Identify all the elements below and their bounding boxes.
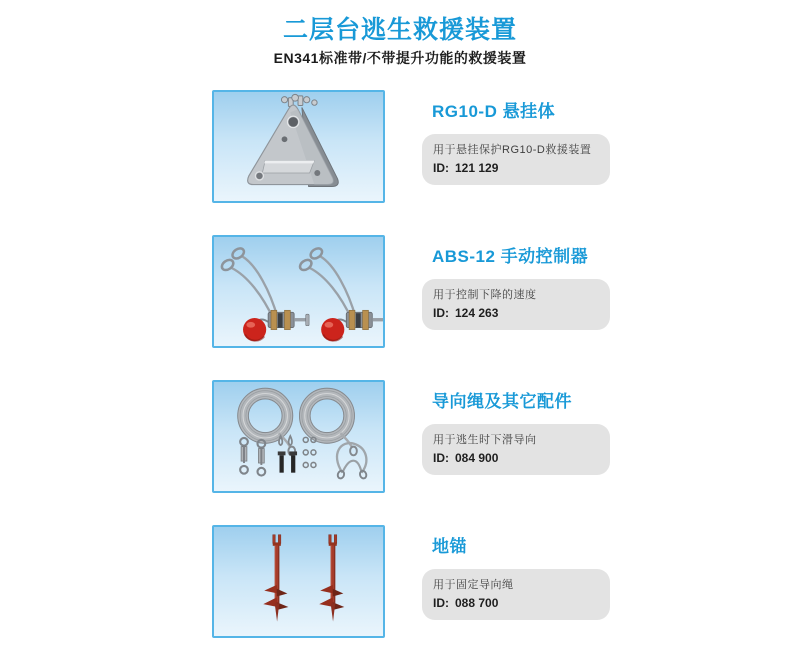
product-title: RG10-D 悬挂体 <box>432 102 556 121</box>
ground-anchors-image <box>214 527 383 636</box>
product-image-box <box>212 525 385 638</box>
product-id-value: 121 129 <box>455 161 499 175</box>
page-subtitle: EN341标准带/不带提升功能的救援装置 <box>273 50 527 66</box>
page-title: 二层台逃生救援装置 <box>282 16 517 44</box>
product-id-label: ID: <box>433 306 449 320</box>
manual-descent-controllers-image <box>214 237 383 346</box>
product-id-label: ID: <box>433 596 449 610</box>
guide-rope-kit-image <box>214 382 383 491</box>
product-desc-box <box>422 569 610 620</box>
product-info <box>422 380 610 475</box>
product-id <box>433 449 599 467</box>
product-title: ABS-12 手动控制器 <box>432 247 589 266</box>
product-id <box>433 594 599 612</box>
product-title: 地锚 <box>432 537 467 556</box>
product-id-label: ID: <box>433 451 449 465</box>
product-id <box>433 304 599 322</box>
product-id-value: 084 900 <box>455 451 499 465</box>
product-image-box <box>212 235 385 348</box>
product-row <box>212 525 800 638</box>
page-header <box>0 0 800 67</box>
product-desc-box <box>422 279 610 330</box>
product-list <box>212 90 800 638</box>
product-desc-box <box>422 134 610 185</box>
product-id-value: 124 263 <box>455 306 499 320</box>
product-id-label: ID: <box>433 161 449 175</box>
product-info <box>422 90 610 185</box>
product-image-box <box>212 380 385 493</box>
product-description: 用于控制下降的速度 <box>433 289 537 301</box>
product-description: 用于固定导向绳 <box>433 579 514 591</box>
product-row <box>212 90 800 203</box>
product-description: 用于逃生时下滑导向 <box>433 434 537 446</box>
triangular-suspension-plate-image <box>214 92 383 201</box>
product-info <box>422 235 610 330</box>
product-description: 用于悬挂保护RG10-D救援装置 <box>433 144 592 156</box>
product-row <box>212 235 800 348</box>
product-id-value: 088 700 <box>455 596 499 610</box>
product-info <box>422 525 610 620</box>
product-row <box>212 380 800 493</box>
product-id <box>433 159 599 177</box>
product-desc-box <box>422 424 610 475</box>
product-title: 导向绳及其它配件 <box>432 392 572 411</box>
product-image-box <box>212 90 385 203</box>
